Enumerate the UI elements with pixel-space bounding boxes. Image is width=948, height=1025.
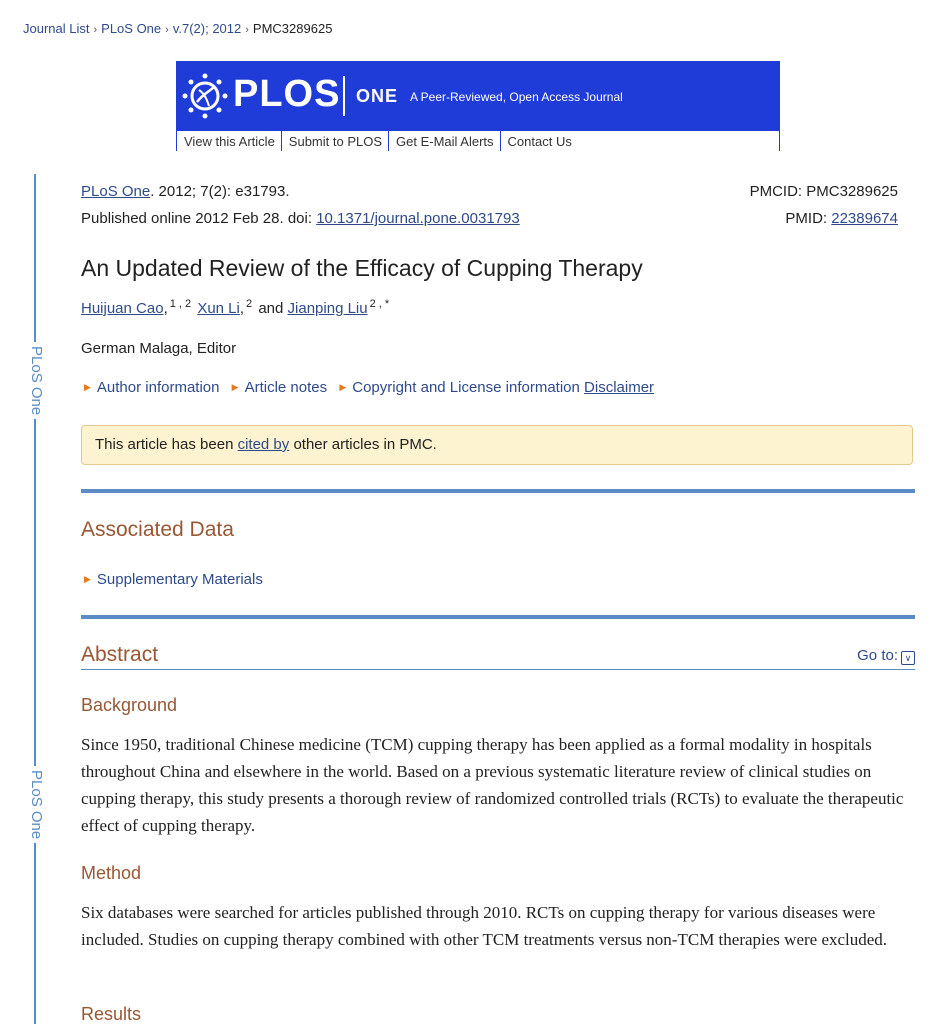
background-paragraph: Since 1950, traditional Chinese medicine (TCM) cupping therapy has been applied as a formal modality in hospitals throughout China and elsewhere in the world. Based on a previous systematic literature review of clinical studies on cupping therapy, this study presents a thorough review of randomized controlled trials (RCTs) to evaluate the therapeutic effect of cupping therapy. <box>81 735 904 835</box>
journal-banner[interactable] <box>176 61 780 151</box>
author-affiliation: 1 , 2 <box>169 298 192 310</box>
chevron-right-icon: › <box>165 24 169 36</box>
pmid-label: PMID: <box>785 210 832 227</box>
citation-left <box>81 178 520 232</box>
breadcrumb-journal-list[interactable]: Journal List <box>23 21 90 36</box>
citation-right <box>750 178 898 232</box>
goto-menu[interactable]: Go to: ∨ <box>857 647 915 665</box>
banner-divider <box>343 76 345 116</box>
background-heading: Background <box>81 695 178 715</box>
journal-link[interactable]: PLoS One <box>81 183 151 200</box>
author-link[interactable]: Xun Li <box>197 300 240 317</box>
banner-nav <box>176 131 780 151</box>
rail-label-1: PLoS One <box>25 342 45 419</box>
supplementary-materials-toggle[interactable]: ▶ Supplementary Materials <box>84 571 263 588</box>
breadcrumb-plos-one[interactable]: PLoS One <box>101 21 162 36</box>
results-heading: Results <box>81 1004 142 1024</box>
banner-nav-submit[interactable]: Submit to PLOS <box>282 131 389 151</box>
banner-nav-email-alerts[interactable]: Get E-Mail Alerts <box>389 131 501 151</box>
chevron-right-icon: › <box>93 24 98 36</box>
rail-line <box>34 174 36 1024</box>
breadcrumb-current: PMC3289625 <box>252 21 333 36</box>
triangle-right-icon: ▶ <box>231 382 239 392</box>
abstract-header <box>81 643 915 670</box>
breadcrumb <box>23 21 332 36</box>
pmcid: PMCID: PMC3289625 <box>749 183 898 200</box>
banner-header <box>176 61 780 131</box>
banner-nav-view-article[interactable]: View this Article <box>177 131 282 151</box>
author-and: and <box>258 300 284 317</box>
plos-logo-icon <box>181 72 229 120</box>
notice-text-after: other articles in PMC. <box>289 436 437 453</box>
author-list: Huijuan Cao, $^{1 , 2}$ Xun Li, $^2$ and Jianping Liu $^{2 , *}$ <box>81 298 390 317</box>
article-notes-toggle[interactable]: ▶ Article notes <box>231 379 328 396</box>
author-affiliation: 2 <box>246 298 253 310</box>
banner-nav-contact[interactable]: Contact Us <box>507 134 572 149</box>
article-title: An Updated Review of the Efficacy of Cupping Therapy <box>81 255 643 281</box>
citation-issue: . 2012; 7(2): e31793. <box>150 183 290 200</box>
pmid-link[interactable]: 22389674 <box>831 210 898 227</box>
banner-one-text: ONE <box>356 86 399 106</box>
chevron-right-icon: › <box>245 24 249 36</box>
editor-line: German Malaga, Editor <box>81 340 237 357</box>
banner-tagline: A Peer-Reviewed, Open Access Journal <box>410 90 623 104</box>
triangle-right-icon: ▶ <box>84 574 91 584</box>
abstract-heading: Abstract <box>81 643 159 666</box>
triangle-right-icon: ▶ <box>339 382 347 392</box>
triangle-right-icon: ▶ <box>84 382 91 392</box>
cited-by-notice <box>81 425 913 465</box>
notice-text-before: This article has been <box>95 436 238 453</box>
published-text: Published online 2012 Feb 28. doi: <box>81 210 317 227</box>
author-link[interactable]: Jianping Liu <box>287 300 368 317</box>
section-divider <box>81 489 915 493</box>
method-paragraph: Six databases were searched for articles published through 2010. RCTs on cupping therapy for various diseases were included. Studies on cupping therapy combined with other TCM treatments versus non-TCM therapies were excluded. <box>81 903 888 949</box>
section-divider <box>81 615 915 619</box>
cited-by-link[interactable]: cited by <box>237 436 290 453</box>
doi-link[interactable]: 10.1371/journal.pone.0031793 <box>316 210 520 227</box>
copyright-toggle[interactable]: ▶ Copyright and License information <box>339 379 580 396</box>
author-information-toggle[interactable]: ▶ Author information <box>84 379 220 396</box>
chevron-down-icon: ∨ <box>901 651 915 665</box>
rail-label-2: PLoS One <box>25 766 45 843</box>
disclaimer-link[interactable]: Disclaimer <box>584 379 655 396</box>
breadcrumb-volume[interactable]: v.7(2); 2012 <box>172 21 242 36</box>
associated-data-heading: Associated Data <box>81 518 234 541</box>
info-links <box>84 379 654 396</box>
author-affiliation: 2 , * <box>369 298 390 310</box>
method-heading: Method <box>81 863 142 883</box>
banner-plos-text: PLOS <box>233 73 341 115</box>
author-link[interactable]: Huijuan Cao <box>81 300 164 317</box>
